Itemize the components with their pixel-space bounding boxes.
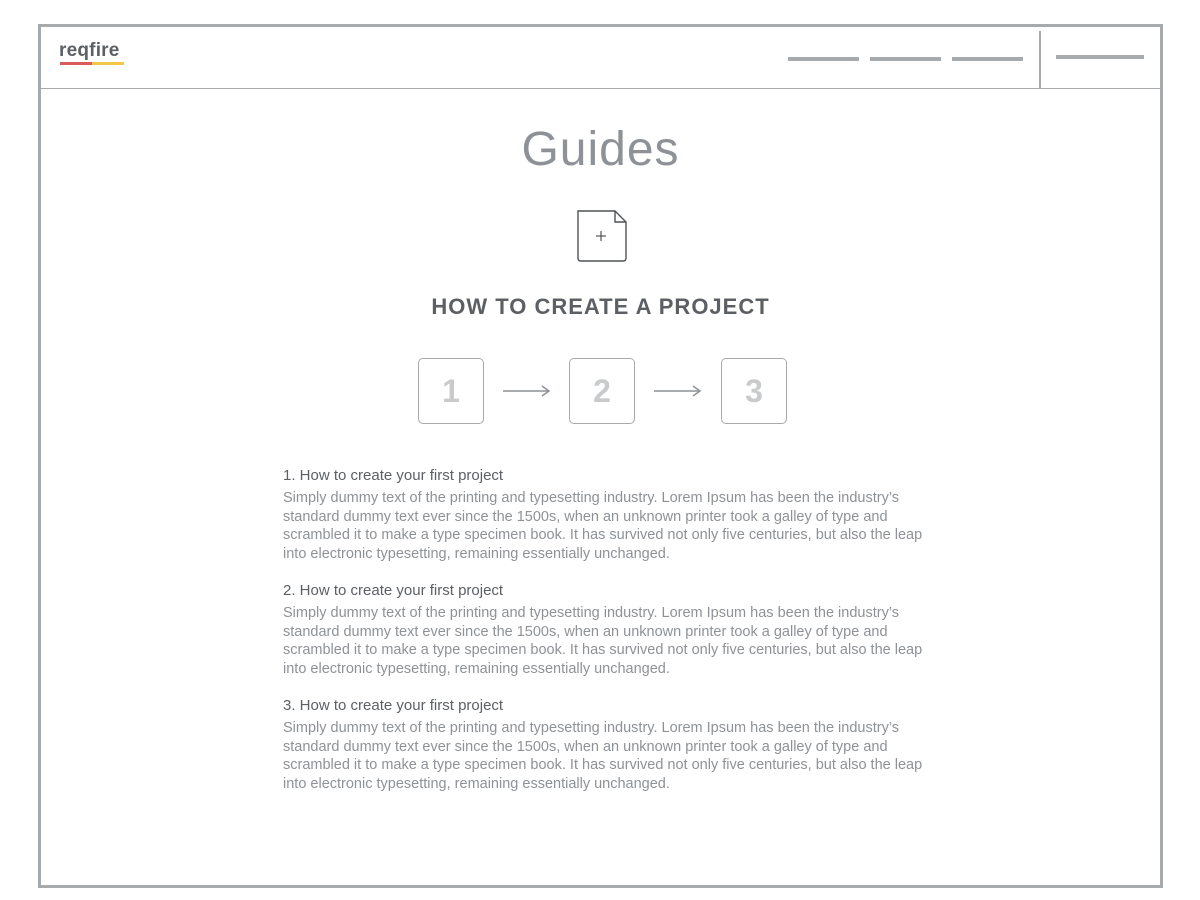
arrow-right-icon (652, 382, 704, 400)
guide-body: Simply dummy text of the printing and typesetting industry. Lorem Ipsum has been the industry’s standard dummy text ever since the 1500s, when an unknown printer took a galley of type and scrambled it to make a type specimen book. It has survived not only five centuries, but also the leap into electronic typesetting, remaining essentially unchanged. (283, 605, 923, 677)
page-title: Guides (521, 123, 680, 176)
logo[interactable]: reqfire (59, 40, 120, 61)
step-2[interactable] (569, 358, 635, 424)
new-document-icon[interactable] (575, 208, 629, 264)
nav-item-1[interactable] (788, 57, 859, 61)
guide-item (283, 697, 923, 793)
guide-item (283, 467, 923, 563)
account-menu-item[interactable] (1056, 55, 1144, 59)
guide-title[interactable]: 2. How to create your first project (283, 582, 504, 599)
guide-list (283, 467, 923, 812)
header (41, 27, 1160, 89)
guide-item (283, 582, 923, 678)
guide-body: Simply dummy text of the printing and typesetting industry. Lorem Ipsum has been the industry’s standard dummy text ever since the 1500s, when an unknown printer took a galley of type and scrambled it to make a type specimen book. It has survived not only five centuries, but also the leap into electronic typesetting, remaining essentially unchanged. (283, 490, 923, 562)
step-3[interactable] (721, 358, 787, 424)
nav-item-3[interactable] (952, 57, 1023, 61)
guide-title[interactable]: 1. How to create your first project (283, 467, 504, 484)
step-1-number: 1 (442, 372, 460, 409)
logo-underline (60, 62, 124, 65)
browser-frame (38, 24, 1163, 888)
nav-item-2[interactable] (870, 57, 941, 61)
step-2-number: 2 (593, 372, 611, 409)
section-title: HOW TO CREATE A PROJECT (431, 294, 770, 319)
step-3-number: 3 (745, 372, 763, 409)
guide-title[interactable]: 3. How to create your first project (283, 697, 504, 714)
arrow-right-icon (501, 382, 553, 400)
guide-body: Simply dummy text of the printing and typesetting industry. Lorem Ipsum has been the industry’s standard dummy text ever since the 1500s, when an unknown printer took a galley of type and scrambled it to make a type specimen book. It has survived not only five centuries, but also the leap into electronic typesetting, remaining essentially unchanged. (283, 720, 923, 792)
nav-divider (1039, 31, 1041, 88)
step-1[interactable] (418, 358, 484, 424)
